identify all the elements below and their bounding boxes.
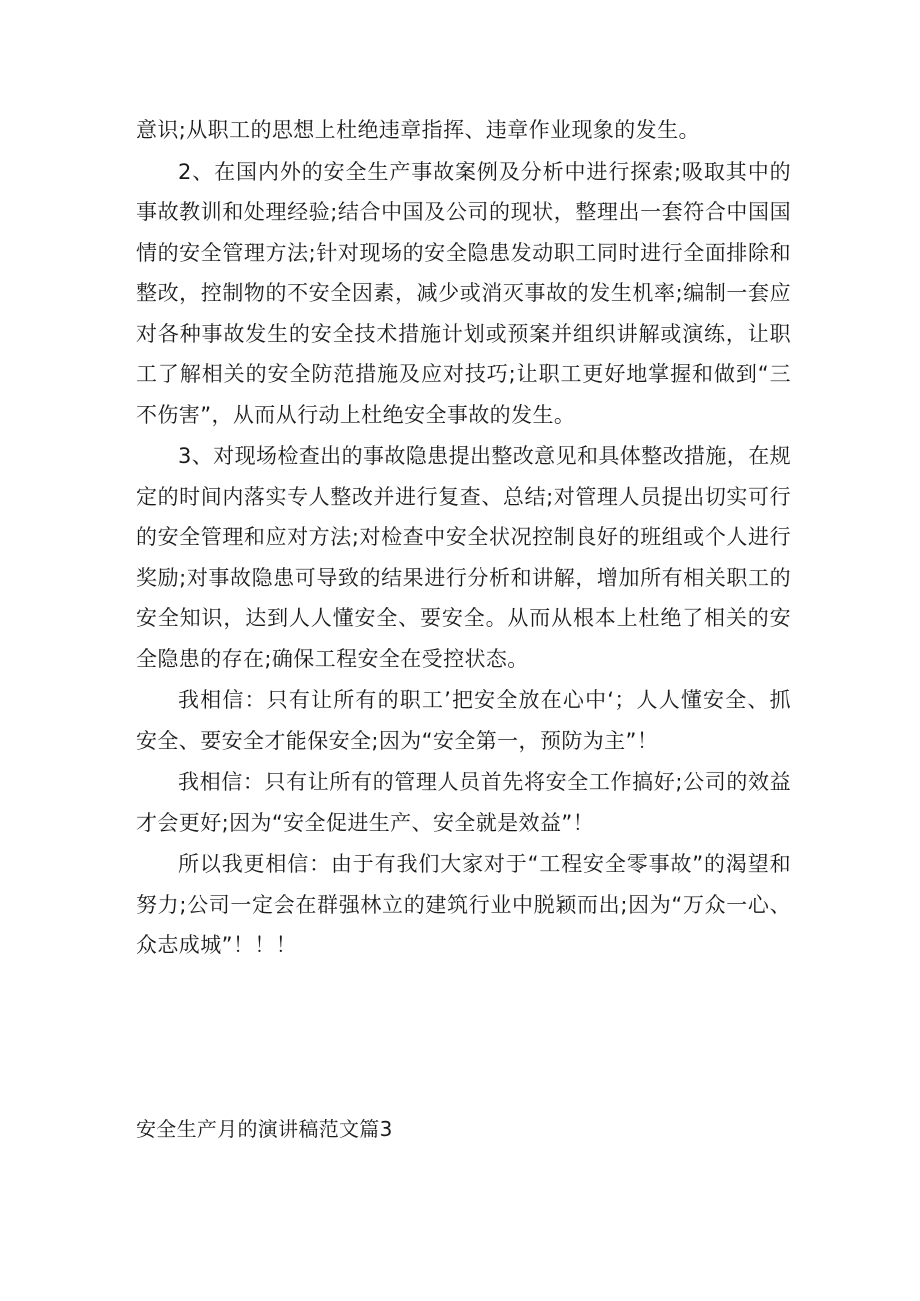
paragraph-2: 2、在国内外的安全生产事故案例及分析中进行探索;吸取其中的事故教训和处理经验;结合中国及公司的现状，整理出一套符合中国国情的安全管理方法;针对现场的安全隐患发动职工同时进行全面排除和整改，控制物的不安全因素，减少或消灭事故的发生机率;编制一套应对各种事故发生的安全技术措施计划或预案并组织讲解或演练，让职工了解相关的安全防范措施及应对技巧;让职工更好地掌握和做到“三不伤害”，从而从行动上杜绝安全事故的发生。	[136, 159, 791, 427]
paragraph-4: 我相信：只有让所有的职工’把安全放在心中‘；人人懂安全、抓安全、要安全才能保安全;因为“安全第一，预防为主”！	[136, 688, 791, 753]
paragraph-6: 所以我更相信：由于有我们大家对于“工程安全零事故”的渴望和努力;公司一定会在群强林立的建筑行业中脱颖而出;因为“万众一心、众志成城”！！！	[136, 852, 791, 957]
document-body	[136, 110, 791, 967]
paragraph-3: 3、对现场检查出的事故隐患提出整改意见和具体整改措施，在规定的时间内落实专人整改并进行复查、总结;对管理人员提出切实可行的安全管理和应对方法;对检查中安全状况控制良好的班组或个人进行奖励;对事故隐患可导致的结果进行分析和讲解，增加所有相关职工的安全知识，达到人人懂安全、要安全。从而从根本上杜绝了相关的安全隐患的存在;确保工程安全在受控状态。	[136, 444, 791, 671]
paragraph-5: 我相信：只有让所有的管理人员首先将安全工作搞好;公司的效益才会更好;因为“安全促进生产、安全就是效益”！	[136, 770, 791, 835]
paragraph-1: 意识;从职工的思想上杜绝违章指挥、违章作业现象的发生。	[136, 118, 700, 142]
section-heading: 安全生产月的演讲稿范文篇3	[136, 1117, 393, 1141]
